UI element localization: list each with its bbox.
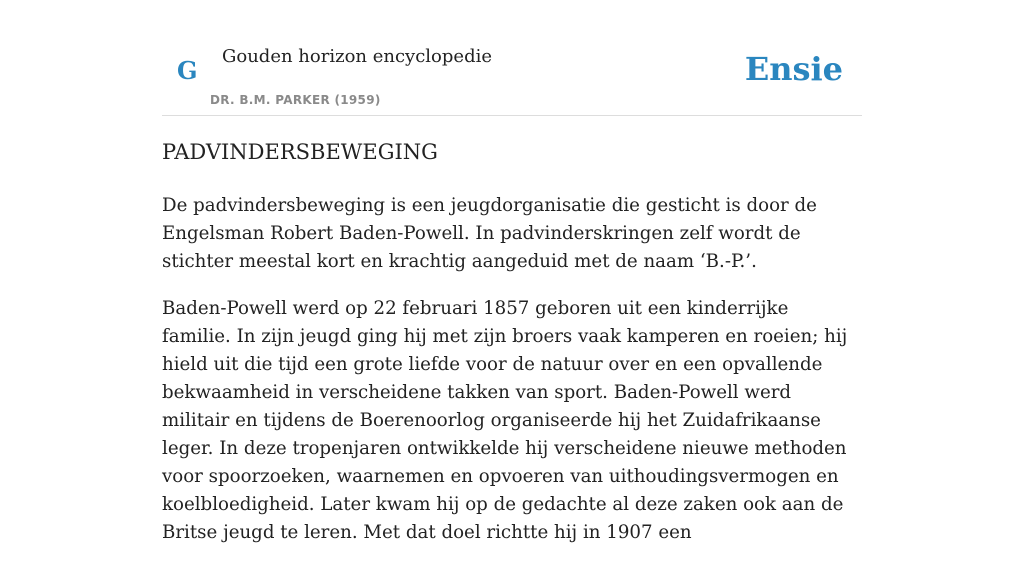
- article-paragraph: De padvindersbeweging is een jeugdorganisatie die gesticht is door de Engelsman Robert Baden-Powell. In padvinderskringen zelf wordt de stichter meestal kort en krachtig aangeduid met de naam ‘B.-P.’.: [162, 195, 817, 272]
- article-body: [162, 192, 862, 566]
- ensie-logo[interactable]: Ensie: [744, 50, 843, 88]
- book-author: DR. B.M. PARKER (1959): [210, 93, 381, 107]
- book-header: [162, 36, 862, 116]
- book-title-link[interactable]: Gouden horizon encyclopedie: [222, 46, 492, 67]
- article-title: PADVINDERSBEWEGING: [162, 140, 438, 164]
- article-paragraph: Baden-Powell werd op 22 februari 1857 geboren uit een kinderrijke familie. In zijn jeugd ging hij met zijn broers vaak kamperen en roeien; hij hield uit die tijd een grote liefde voor de natuur over en een opvallende bekwaamheid in verscheidene takken van sport. Baden-Powell werd militair en tijdens de Boerenoorlog organiseerde hij het Zuidafrikaanse leger. In deze tropenjaren ontwikkelde hij verscheidene nieuwe methoden voor spoorzoeken, waarnemen en opvoeren van uithoudingsvermogen en koelbloedigheid. Later kwam hij op de gedachte al deze zaken ook aan de Britse jeugd te leren. Met dat doel richtte hij in 1907 een: [162, 298, 848, 543]
- book-logo[interactable]: G: [177, 56, 198, 85]
